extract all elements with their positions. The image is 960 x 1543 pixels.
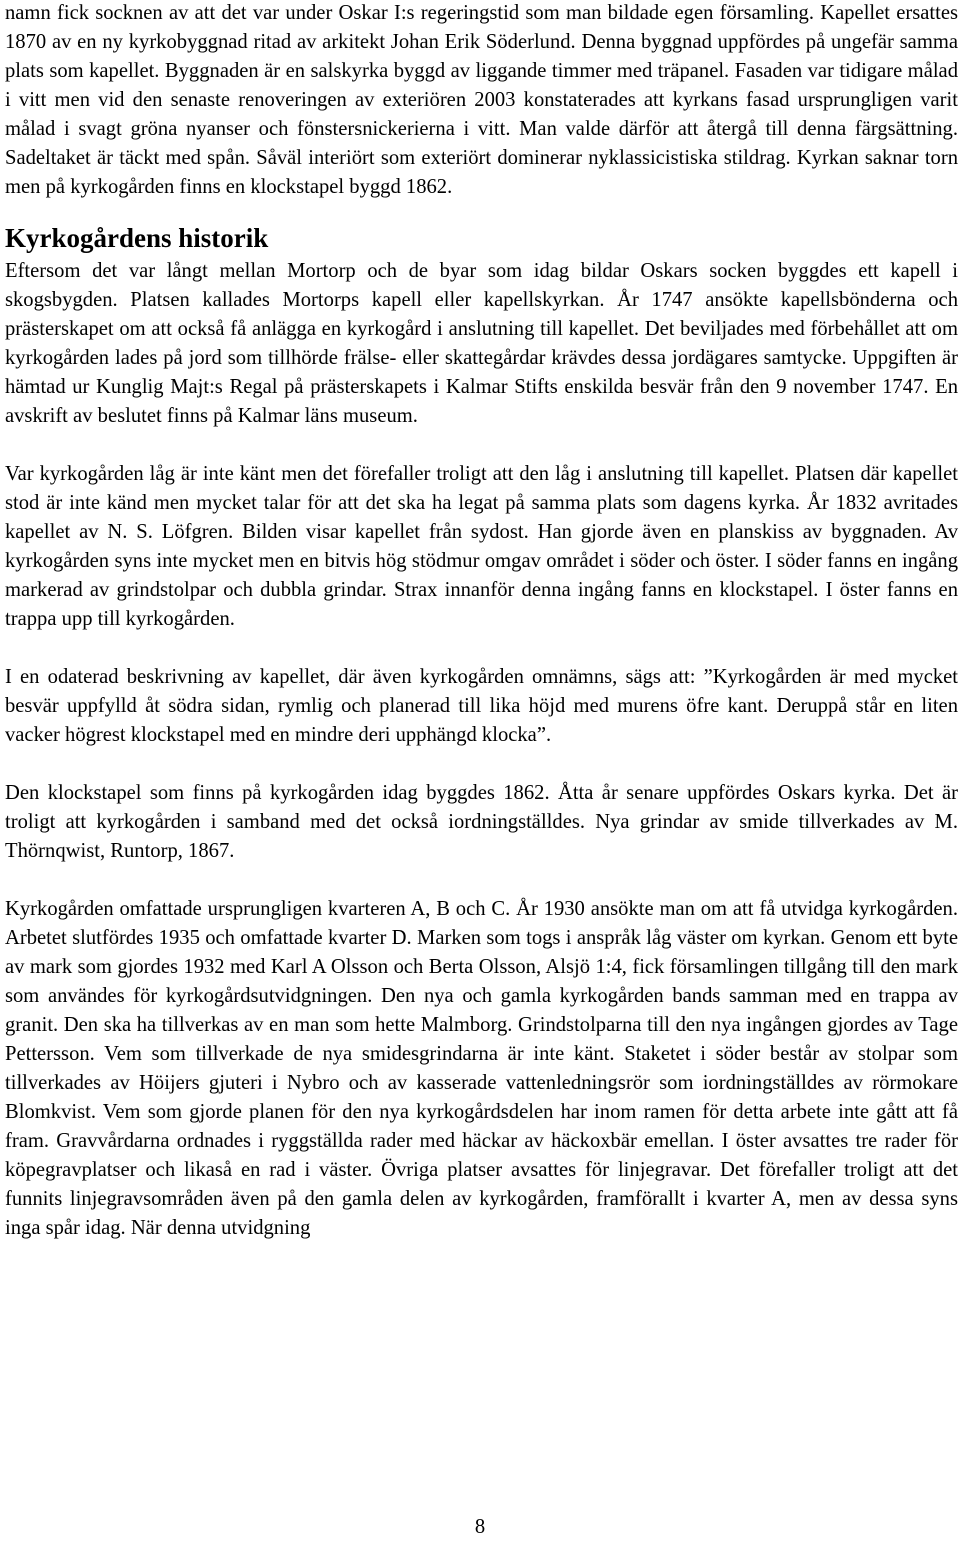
history-paragraph-2: Var kyrkogården låg är inte känt men det förefaller troligt att den låg i anslutning till kapellet. Platsen där kapellet stod är inte känd men mycket talar för att det ska ha legat på samma plats som dagens kyrka. År 1832 avritades kapellet av N. S. Löfgren. Bilden visar kapellet från sydost. Han gjorde även en planskiss av byggnaden. Av kyrkogården syns inte mycket men en bitvis hög stödmur omgav området i söder och öster. I söder fanns en ingång markerad av grindstolpar och dubbla grindar. Strax innanför denna ingång fanns en klockstapel. I öster fanns en trappa upp till kyrkogården.	[5, 463, 958, 630]
section-heading: Kyrkogårdens historik	[5, 223, 269, 253]
history-paragraph-5: Kyrkogården omfattade ursprungligen kvarteren A, B och C. År 1930 ansökte man om att få utvidga kyrkogården. Arbetet slutfördes 1935 och omfattade kvarter D. Marken som togs i anspråk låg väster om kyrkan. Genom ett byte av mark som gjordes 1932 med Karl A Olsson och Berta Olsson, Alsjö 1:4, fick församlingen tillgång till den mark som användes för kyrkogårdsutvidgningen. Den nya och gamla kyrkogården bands samman med en trappa av granit. Den ska ha tillverkas av en man som hette Malmborg. Grindstolparna till den nya ingången gjordes av Tage Pettersson. Vem som tillverkade de nya smidesgrindarna är inte känt. Staketet i söder består av stolpar som tillverkades av Höijers gjuteri i Nybro och av kasserade vattenledningsrör som iordningställdes av rörmokare Blomkvist. Vem som gjorde planen för den nya kyrkogårdsdelen har inom ramen för detta arbete inte gått att få fram. Gravvårdarna ordnades i ryggställda rader med häckar av häckoxbär emellan. I öster avsattes tre rader för köpegravplatser och likaså en rad i väster. Övriga platser avsattes för linjegravar. Det förefaller troligt att det funnits linjegravsområden även på den gamla delen av kyrkogården, framförallt i kvarter A, men av dessa syns inga spår idag. När denna utvidgning	[5, 898, 958, 1239]
document-page	[5, 0, 958, 1243]
history-paragraph-1: Eftersom det var långt mellan Mortorp och de byar som idag bildar Oskars socken byggdes ett kapell i skogsbygden. Platsen kallades Mortorps kapell eller kapellskyrkan. År 1747 ansökte kapellsbönderna och prästerskapet om att också få anlägga en kyrkogård i anslutning till kapellet. Det beviljades med förbehållet att om kyrkogården lades på jord som tillhörde frälse- eller skattegårdar krävdes dessa jordägares samtycke. Uppgiften är hämtad ur Kunglig Majt:s Regal på prästerskapets i Kalmar Stifts enskilda besvär från den 9 november 1747. En avskrift av beslutet finns på Kalmar läns museum.	[5, 260, 958, 427]
intro-paragraph: namn fick socknen av att det var under Oskar I:s regeringstid som man bildade egen församling. Kapellet ersattes 1870 av en ny kyrkobyggnad ritad av arkitekt Johan Erik Söderlund. Denna byggnad uppfördes på ungefär samma plats som kapellet. Byggnaden är en salskyrka byggd av liggande timmer med träpanel. Fasaden var tidigare målad i vitt men vid den senaste renoveringen av exteriören 2003 konstaterades att kyrkans fasad ursprungligen varit målad i svagt gröna nyanser och fönstersnickerierna i vitt. Man valde därför att återgå till denna färgsättning. Sadeltaket är täckt med spån. Såväl interiört som exteriört dominerar nyklassicistiska stildrag. Kyrkan saknar torn men på kyrkogården finns en klockstapel byggd 1862.	[5, 2, 958, 198]
history-paragraph-4: Den klockstapel som finns på kyrkogården idag byggdes 1862. Åtta år senare uppfördes Oskars kyrka. Det är troligt att kyrkogården i samband med det också iordningställdes. Nya grindar av smide tillverkades av M. Thörnqwist, Runtorp, 1867.	[5, 782, 958, 862]
history-paragraph-3: I en odaterad beskrivning av kapellet, där även kyrkogården omnämns, sägs att: ”Kyrkogården är med mycket besvär uppfylld åt södra sidan, rymlig och planerad till lika höjd med murens öfre kant. Deruppå står en liten vacker högrest klockstapel med en mindre deri upphängd klocka”.	[5, 666, 958, 746]
page-number: 8	[474, 1516, 486, 1538]
